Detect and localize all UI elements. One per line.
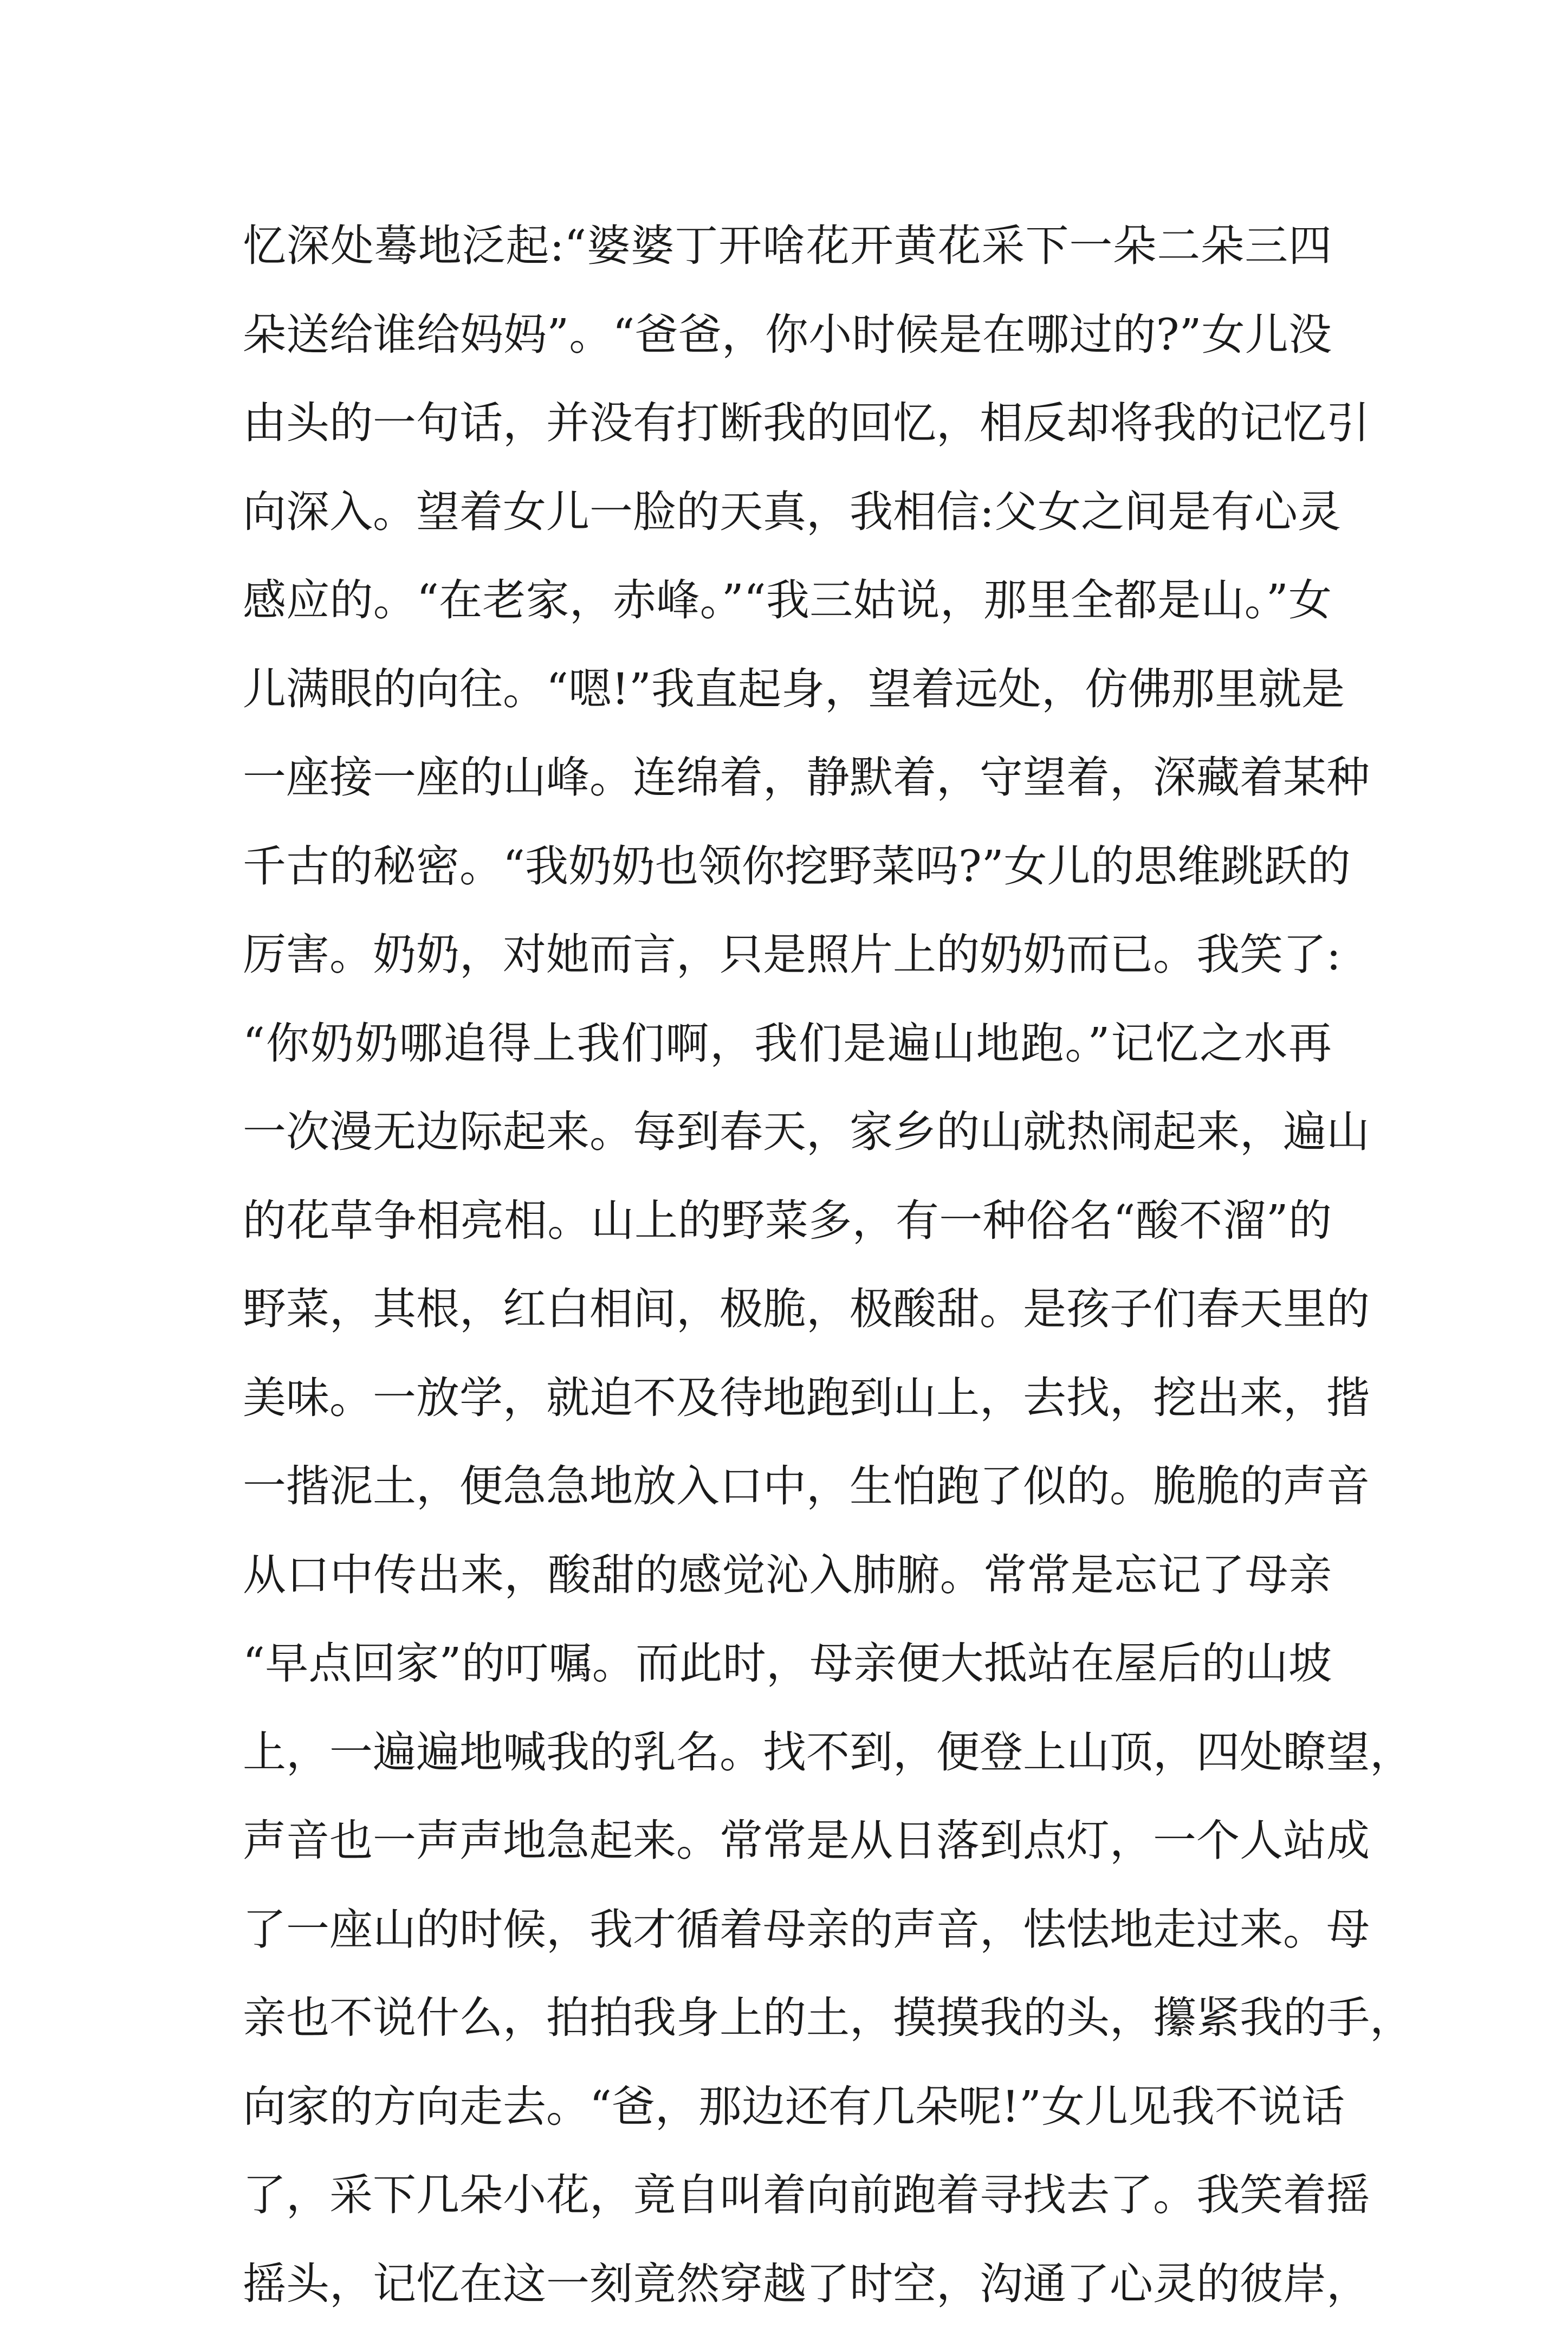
text-line: 由头的一句话，并没有打断我的回忆，相反却将我的记忆引 <box>243 379 1332 468</box>
text-line: 亲也不说什么，拍拍我身上的土，摸摸我的头，攥紧我的手， <box>243 1974 1332 2062</box>
text-line: 的花草争相亮相。山上的野菜多，有一种俗名“酸不溜”的 <box>243 1176 1332 1265</box>
text-line: 向深入。望着女儿一脸的天真，我相信:父女之间是有心灵 <box>243 468 1332 557</box>
text-line: “你奶奶哪追得上我们啊，我们是遍山地跑。”记忆之水再 <box>243 999 1332 1088</box>
text-line: 一揩泥土，便急急地放入口中，生怕跑了似的。脆脆的声音 <box>243 1442 1332 1531</box>
text-line: 忆深处蓦地泛起:“婆婆丁开啥花开黄花采下一朵二朵三四 <box>243 202 1332 290</box>
body-text <box>243 202 1332 2328</box>
text-line: 美味。一放学，就迫不及待地跑到山上，去找，挖出来，揩 <box>243 1354 1332 1443</box>
text-line: 了一座山的时候，我才循着母亲的声音，怯怯地走过来。母 <box>243 1885 1332 1974</box>
text-line: 声音也一声声地急起来。常常是从日落到点灯，一个人站成 <box>243 1796 1332 1885</box>
text-line: 一座接一座的山峰。连绵着，静默着，守望着，深藏着某种 <box>243 733 1332 822</box>
text-line: 从口中传出来，酸甜的感觉沁入肺腑。常常是忘记了母亲 <box>243 1531 1332 1620</box>
text-line: 厉害。奶奶，对她而言，只是照片上的奶奶而已。我笑了: <box>243 910 1332 999</box>
text-line: 了，采下几朵小花，竟自叫着向前跑着寻找去了。我笑着摇 <box>243 2151 1332 2240</box>
text-line: 感应的。“在老家，赤峰。”“我三姑说，那里全都是山。”女 <box>243 556 1332 645</box>
text-line: 儿满眼的向往。“嗯!”我直起身，望着远处，仿佛那里就是 <box>243 645 1332 734</box>
text-line: 朵送给谁给妈妈”。“爸爸，你小时候是在哪过的?”女儿没 <box>243 290 1332 379</box>
text-line: 千古的秘密。“我奶奶也领你挖野菜吗?”女儿的思维跳跃的 <box>243 822 1332 911</box>
text-line: 摇头，记忆在这一刻竟然穿越了时空，沟通了心灵的彼岸， <box>243 2240 1332 2328</box>
text-line: 一次漫无边际起来。每到春天，家乡的山就热闹起来，遍山 <box>243 1088 1332 1176</box>
text-line: “早点回家”的叮嘱。而此时，母亲便大抵站在屋后的山坡 <box>243 1619 1332 1708</box>
text-line: 向家的方向走去。“爸，那边还有几朵呢!”女儿见我不说话 <box>243 2062 1332 2151</box>
text-line: 上，一遍遍地喊我的乳名。找不到，便登上山顶，四处瞭望， <box>243 1708 1332 1797</box>
text-line: 野菜，其根，红白相间，极脆，极酸甜。是孩子们春天里的 <box>243 1265 1332 1354</box>
